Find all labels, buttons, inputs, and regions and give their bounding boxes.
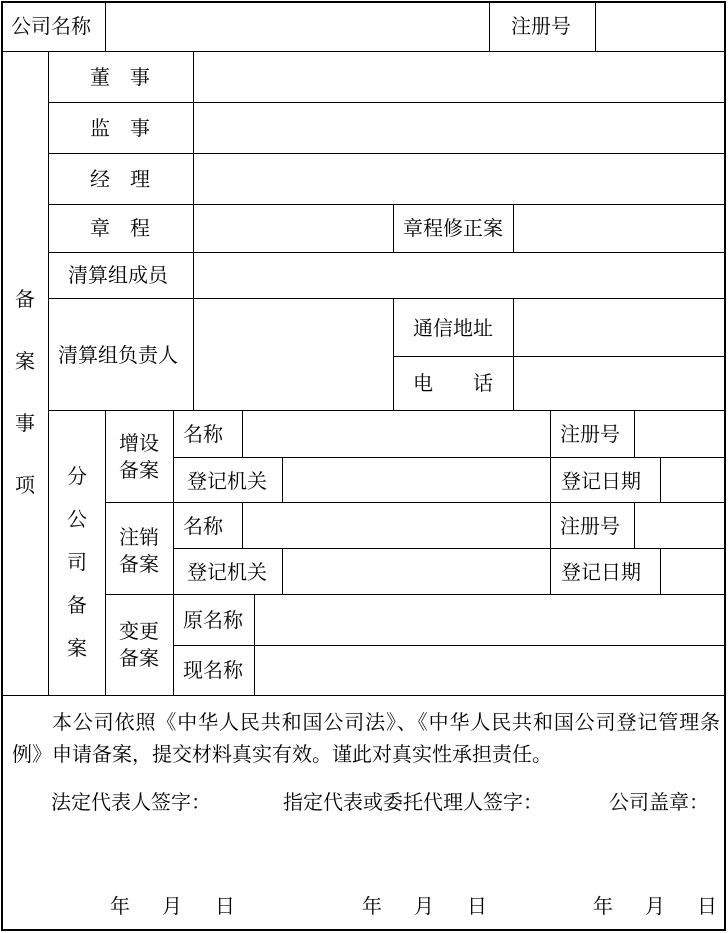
liquidation-head-field[interactable] [195, 300, 392, 409]
date-year: 年 [110, 894, 130, 918]
agent-signature-label: 指定代表或委托代理人签字： [283, 790, 543, 814]
rule [242, 410, 243, 457]
charter-label: 章 程 [90, 216, 150, 240]
date-month: 月 [645, 894, 665, 918]
reg-no-label: 注册号 [511, 14, 571, 38]
rule [173, 548, 726, 549]
cancel-filing-label: 注销备案 [119, 525, 159, 576]
rule [254, 594, 255, 695]
add-reg-date-label: 登记日期 [561, 469, 641, 493]
cancel-reg-date-field[interactable] [662, 550, 725, 593]
address-field[interactable] [515, 300, 725, 355]
rule [595, 2, 596, 51]
rule [393, 204, 394, 252]
add-name-label: 名称 [183, 422, 223, 446]
charter-amendment-field[interactable] [515, 206, 725, 251]
add-reg-date-field[interactable] [662, 459, 725, 501]
supervisor-label: 监 事 [90, 116, 150, 140]
rule [173, 410, 174, 695]
add-name-field[interactable] [244, 412, 549, 456]
add-reg-no-field[interactable] [636, 412, 725, 456]
rule [660, 457, 661, 502]
manager-field[interactable] [195, 155, 725, 203]
rule [513, 204, 514, 252]
cancel-reg-no-label: 注册号 [560, 514, 620, 538]
add-filing-label: 增设备案 [119, 431, 159, 482]
date-month: 月 [414, 894, 434, 918]
company-name-label: 公司名称 [11, 14, 91, 38]
charter-field[interactable] [195, 206, 392, 251]
legal-rep-signature-label: 法定代表人签字： [51, 790, 211, 814]
date-year: 年 [593, 894, 613, 918]
new-name-field[interactable] [256, 647, 725, 694]
branch-filing-label [65, 455, 89, 670]
cancel-authority-field[interactable] [284, 550, 549, 593]
rule [193, 51, 194, 410]
phone-label: 电 话 [413, 371, 493, 395]
date-year: 年 [362, 894, 382, 918]
cancel-reg-date-label: 登记日期 [561, 560, 641, 584]
rule [173, 645, 726, 646]
cancel-authority-label: 登记机关 [187, 560, 267, 584]
section-label-text: 备案事项 [15, 287, 35, 497]
rule [393, 356, 726, 357]
rule [48, 410, 726, 411]
add-reg-no-label: 注册号 [560, 422, 620, 446]
rule [242, 502, 243, 548]
director-label: 董 事 [90, 65, 150, 89]
rule [634, 410, 635, 457]
supervisor-field[interactable] [195, 104, 725, 152]
date-day: 日 [467, 894, 487, 918]
date-day: 日 [215, 894, 235, 918]
rule [660, 548, 661, 594]
add-authority-field[interactable] [284, 459, 549, 501]
rule [513, 298, 514, 410]
rule [282, 457, 283, 502]
old-name-field[interactable] [256, 596, 725, 644]
rule [105, 2, 106, 51]
date-month: 月 [162, 894, 182, 918]
cancel-name-field[interactable] [244, 504, 549, 547]
charter-amendment-label: 章程修正案 [403, 216, 503, 240]
new-name-label: 现名称 [183, 658, 243, 682]
rule [173, 457, 726, 458]
date-day: 日 [697, 894, 717, 918]
rule [48, 153, 726, 154]
section-label-filing-items [13, 268, 37, 516]
rule [550, 410, 551, 594]
director-field[interactable] [195, 53, 725, 101]
rule [105, 502, 726, 503]
branch-filing-text: 分公司备案 [67, 464, 87, 660]
change-filing-label: 变更备案 [119, 619, 159, 670]
rule [48, 252, 726, 253]
rule [282, 548, 283, 594]
rule [105, 410, 106, 695]
manager-label: 经 理 [90, 167, 150, 191]
rule [2, 51, 726, 52]
rule [48, 298, 726, 299]
rule [634, 502, 635, 548]
rule [48, 51, 49, 695]
reg-no-field[interactable] [597, 3, 724, 50]
liquidation-members-field[interactable] [195, 254, 725, 297]
company-name-field[interactable] [107, 3, 487, 50]
liquidation-members-label: 清算组成员 [68, 263, 168, 287]
old-name-label: 原名称 [183, 608, 243, 632]
cancel-name-label: 名称 [183, 514, 223, 538]
company-seal-label: 公司盖章： [609, 790, 709, 814]
rule [393, 298, 394, 410]
address-label: 通信地址 [413, 316, 493, 340]
rule [48, 204, 726, 205]
liquidation-head-label: 清算组负责人 [58, 343, 178, 367]
rule [105, 594, 726, 595]
cancel-reg-no-field[interactable] [636, 504, 725, 547]
rule [2, 695, 726, 696]
rule [48, 102, 726, 103]
add-authority-label: 登记机关 [187, 469, 267, 493]
phone-field[interactable] [515, 358, 725, 409]
declaration-text: 本公司依照《中华人民共和国公司法》、《中华人民共和国公司登记管理条例》申请备案，提交材料真实有效。谨此对真实性承担责任。 [12, 710, 720, 766]
rule [489, 2, 490, 51]
